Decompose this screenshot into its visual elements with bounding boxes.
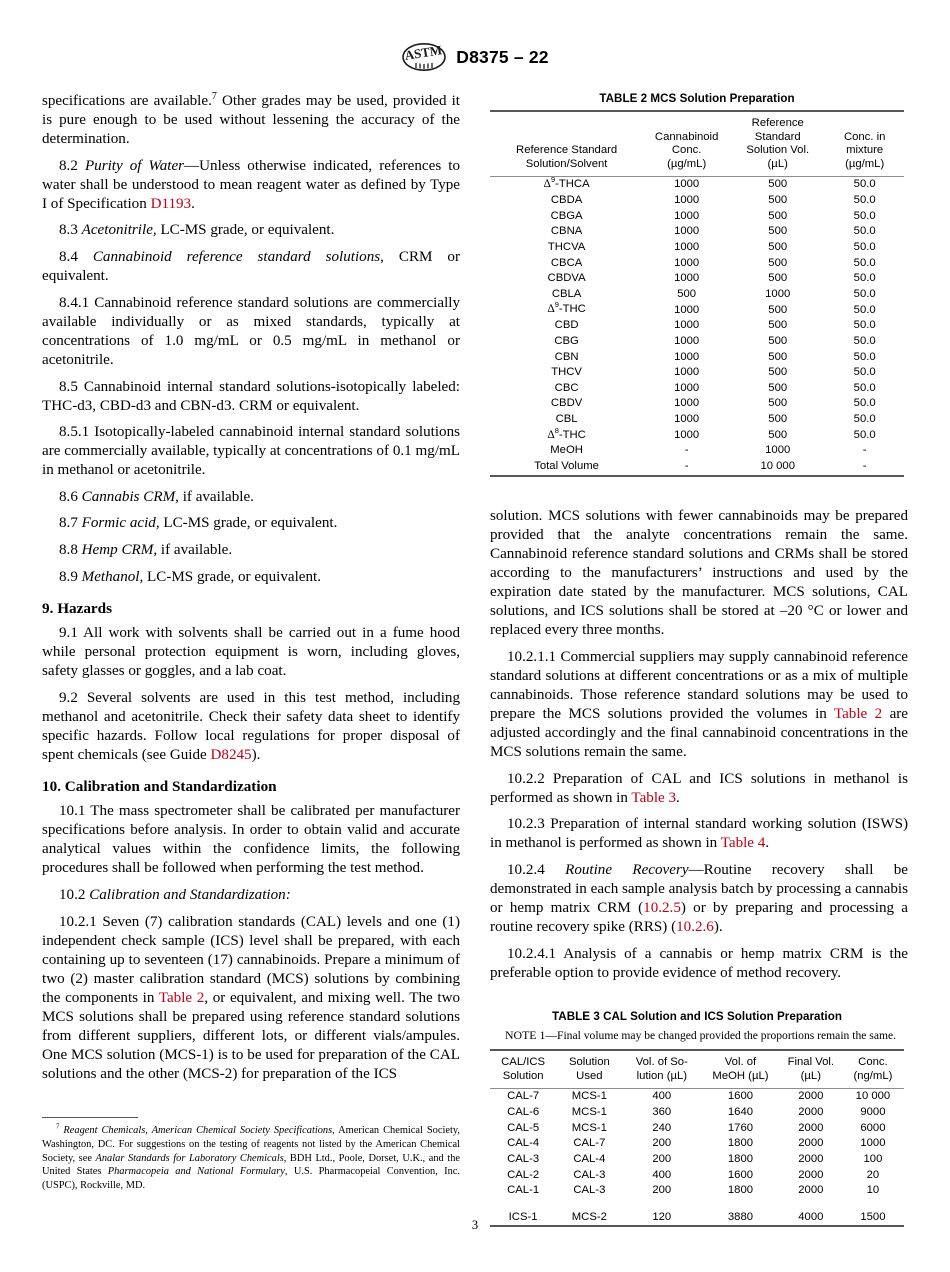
- cell-conc-in-mixture: -: [862, 444, 867, 457]
- cell-conc: 1000: [860, 1137, 886, 1150]
- cell-cal-ics-solution: CAL-4: [507, 1137, 540, 1150]
- cell-conc-in-mixture: 50.0: [853, 428, 876, 441]
- table-row: [490, 381, 904, 397]
- right-column: [490, 92, 908, 1227]
- cell-solution-used: CAL-4: [573, 1152, 606, 1165]
- paragraph-10-2: 10.2 Calibration and Standardization:: [59, 887, 291, 904]
- cell-conc-in-mixture: 50.0: [853, 381, 876, 394]
- table-3-col-header-final-vol: Final Vol. (µL): [787, 1056, 835, 1082]
- cell-reference-standard: $\Delta^9$-THCA: [543, 175, 590, 191]
- cell-reference-standard: CBG: [554, 334, 579, 347]
- cell-cannabinoid-conc: 500: [677, 287, 697, 300]
- table-row: [490, 1167, 904, 1183]
- cell-reference-standard: CBL: [555, 413, 578, 425]
- cell-solution-volume: 10 000: [760, 460, 795, 473]
- cell-conc-in-mixture: 50.0: [853, 209, 876, 222]
- table-row: [490, 396, 904, 412]
- table-3-note-label: NOTE 1: [505, 1027, 546, 1042]
- page-header: [0, 40, 950, 74]
- cell-solution-used: CAL-7: [573, 1137, 606, 1150]
- cell-solution-used: MCS-2: [571, 1210, 607, 1223]
- cell-final-vol: 2000: [798, 1090, 824, 1103]
- paragraph-9-2: 9.2 Several solvents are used in this test method, including methanol and acetonitrile. Check their safety data sheet to identify specific hazards. Follow local regulations for proper disposal of spent chemicals (see Guide D8245).: [42, 689, 460, 763]
- table-row-spacer: [490, 1199, 904, 1210]
- cell-cannabinoid-conc: 1000: [674, 303, 700, 316]
- section-heading-9-hazards: 9. Hazards: [42, 599, 113, 617]
- paragraph-8-3: 8.3 Acetonitrile, LC-MS grade, or equivalent.: [59, 222, 335, 239]
- table-2-col-header-conc-in-mixture: Conc. in mixture (µg/mL): [843, 130, 886, 170]
- cell-cannabinoid-conc: 1000: [674, 381, 700, 394]
- cell-solution-used: CAL-3: [573, 1168, 606, 1181]
- table-3-note-text: —Final volume may be changed provided the proportions remain the same.: [545, 1028, 897, 1042]
- cell-solution-volume: 500: [768, 413, 788, 425]
- cell-solution-volume: 500: [768, 350, 788, 363]
- table-3-col-header-vol-of-solution: Vol. of So- lution (µL): [635, 1056, 688, 1082]
- table-2-header-row: [490, 112, 904, 177]
- cell-final-vol: 2000: [798, 1121, 824, 1134]
- cell-conc-in-mixture: 50.0: [853, 287, 876, 300]
- cell-reference-standard: CBC: [554, 381, 579, 394]
- paragraph-8-8: 8.8 Hemp CRM, if available.: [59, 542, 233, 559]
- table-row: [490, 193, 904, 209]
- cell-vol-of-solution: 400: [652, 1168, 672, 1181]
- cell-cal-ics-solution: CAL-7: [507, 1090, 540, 1103]
- table-row: [490, 271, 904, 287]
- cell-conc-in-mixture: 50.0: [853, 225, 876, 238]
- table-row: [490, 240, 904, 256]
- table-row: [490, 1089, 904, 1105]
- cell-solution-volume: 500: [768, 319, 788, 332]
- paragraph-10-2-1: 10.2.1 Seven (7) calibration standards (CAL) levels and one (1) independent check sample (ICS) level shall be prepared, with each containing up to seventeen (17) cannabinoids. Prepare a minimum of two (2) master calibration standard (MCS) solutions by combining the components in Table 2, or equivalent, and mixing well. The two MCS solutions shall be prepared using reference standard solutions from different suppliers, different lots, or different vials/ampules. One MCS solution (MCS-1) is to be used for preparation of the CAL solutions and the other (MCS-2) for preparation of the ICS: [42, 913, 461, 1083]
- cell-cannabinoid-conc: 1000: [674, 428, 700, 441]
- cell-cannabinoid-conc: 1000: [674, 413, 700, 425]
- cell-cal-ics-solution: CAL-1: [507, 1184, 540, 1197]
- cell-vol-of-meoh: 1760: [727, 1121, 754, 1134]
- cell-reference-standard: CBNA: [550, 225, 583, 238]
- cell-reference-standard: CBDVA: [547, 272, 586, 285]
- cell-reference-standard: THCVA: [547, 241, 586, 254]
- cell-final-vol: 2000: [798, 1137, 824, 1150]
- cell-vol-of-solution: 400: [652, 1090, 672, 1103]
- cell-reference-standard: CBD: [554, 319, 579, 332]
- table-row: [490, 334, 904, 350]
- cell-reference-standard: CBGA: [550, 209, 583, 222]
- table-row: [490, 349, 904, 365]
- spacer-cell: [490, 1199, 904, 1210]
- cell-conc-in-mixture: 50.0: [853, 350, 876, 363]
- cell-conc-in-mixture: 50.0: [853, 178, 876, 191]
- cell-final-vol: 2000: [798, 1168, 824, 1181]
- table-3-col-header-vol-of-meoh: Vol. of MeOH (µL): [712, 1056, 769, 1082]
- cell-solution-used: CAL-3: [573, 1184, 606, 1197]
- paragraph-8-2: 8.2 Purity of Water—Unless otherwise indicated, references to water shall be understood to mean reagent water as defined by Type I of Specification D1193.: [42, 157, 461, 212]
- cell-solution-volume: 500: [768, 194, 788, 207]
- cell-cannabinoid-conc: -: [684, 460, 689, 473]
- cell-vol-of-solution: 120: [652, 1210, 672, 1223]
- table-3-caption: TABLE 3 CAL Solution and ICS Solution Preparation: [552, 1009, 842, 1023]
- cell-cannabinoid-conc: 1000: [674, 334, 700, 347]
- cell-vol-of-solution: 240: [652, 1121, 672, 1134]
- cell-vol-of-meoh: 1800: [727, 1137, 754, 1150]
- cell-conc: 100: [863, 1152, 883, 1165]
- table-row: [490, 459, 904, 476]
- cell-solution-volume: 500: [768, 397, 788, 410]
- cell-final-vol: 4000: [798, 1210, 824, 1223]
- cell-reference-standard: $\Delta^8$-THC: [547, 425, 586, 441]
- cell-reference-standard: CBDV: [550, 397, 583, 410]
- cell-solution-volume: 500: [768, 225, 788, 238]
- footnote-block: [42, 1117, 460, 1193]
- cell-conc-in-mixture: 50.0: [853, 319, 876, 332]
- cell-conc: 1500: [860, 1210, 886, 1223]
- cell-solution-volume: 500: [768, 366, 788, 379]
- table-3-body: [490, 1089, 904, 1226]
- cell-solution-volume: 500: [768, 178, 788, 191]
- table-2-col-header-solution-volume: Reference Standard Solution Vol. (µL): [746, 117, 810, 170]
- cell-solution-used: MCS-1: [571, 1106, 607, 1119]
- cell-reference-standard: MeOH: [550, 444, 583, 457]
- cell-reference-standard: CBDA: [550, 194, 583, 207]
- paragraph-8-5-1: 8.5.1 Isotopically-labeled cannabinoid internal standard solutions are commercially available, typically at concentrations of 0.1 mg/mL in methanol or acetonitrile.: [42, 424, 460, 479]
- cell-cannabinoid-conc: -: [684, 444, 689, 457]
- cell-solution-volume: 500: [768, 209, 788, 222]
- cell-cannabinoid-conc: 1000: [674, 272, 700, 285]
- table-row: [490, 224, 904, 240]
- cell-conc-in-mixture: 50.0: [853, 272, 876, 285]
- cell-vol-of-solution: 200: [652, 1184, 672, 1197]
- table-row: [490, 177, 904, 193]
- cell-vol-of-meoh: 1600: [727, 1090, 754, 1103]
- paragraph-10-2-1-continued: solution. MCS solutions with fewer cannabinoids may be prepared provided that the analyte concentrations remain the same. Cannabinoid reference standard solutions and CRMs shall be stored according to the manufacturers’ instructions and used by the expiration date stated by the manufacturer. MCS solutions, CAL solutions, and ICS solutions shall be stored at –20 °C or lower and replaced every three months.: [490, 507, 908, 639]
- cell-conc-in-mixture: 50.0: [853, 241, 876, 254]
- table-row: [490, 1136, 904, 1152]
- cell-final-vol: 2000: [798, 1106, 824, 1119]
- cell-cal-ics-solution: CAL-5: [507, 1121, 540, 1134]
- paragraph-8-7: 8.7 Formic acid, LC-MS grade, or equivalent.: [59, 515, 338, 532]
- paragraph-8-1-continued: specifications are available.$^7$ Other grades may be used, provided it is pure enough to be used without lessening the accuracy of the determination.: [42, 90, 461, 148]
- table-row: [490, 302, 904, 318]
- table-2: [490, 110, 904, 477]
- table-row: [490, 1152, 904, 1168]
- cell-cannabinoid-conc: 1000: [674, 241, 700, 254]
- table-2-col-header-reference-standard: Reference Standard Solution/Solvent: [516, 144, 618, 170]
- spacer-2: [490, 983, 908, 1010]
- svg-text:ASTM: ASTM: [403, 42, 444, 63]
- spacer: [490, 477, 908, 507]
- cell-cannabinoid-conc: 1000: [674, 225, 700, 238]
- cell-reference-standard: CBN: [554, 350, 579, 363]
- cell-cannabinoid-conc: 1000: [674, 350, 700, 363]
- table-row: [490, 1121, 904, 1137]
- table-3-col-header-cal-ics-solution: CAL/ICS Solution: [501, 1056, 546, 1082]
- cell-conc: 6000: [860, 1121, 886, 1134]
- paragraph-10-2-3: 10.2.3 Preparation of internal standard working solution (ISWS) in methanol is performed as shown in Table 4.: [490, 816, 908, 852]
- left-column: [42, 90, 461, 1192]
- cell-solution-volume: 500: [768, 428, 788, 441]
- cell-conc: 9000: [860, 1106, 886, 1119]
- section-heading-10-calibration: 10. Calibration and Standardization: [42, 778, 277, 795]
- cell-cannabinoid-conc: 1000: [674, 319, 700, 332]
- cell-vol-of-meoh: 1640: [727, 1106, 754, 1119]
- cell-conc-in-mixture: 50.0: [853, 366, 876, 379]
- cell-reference-standard: CBLA: [551, 287, 582, 300]
- cell-cal-ics-solution: CAL-3: [507, 1152, 540, 1165]
- cell-cal-ics-solution: ICS-1: [508, 1210, 538, 1223]
- cell-cannabinoid-conc: 1000: [674, 209, 700, 222]
- cell-vol-of-solution: 200: [652, 1137, 672, 1150]
- table-3-header-row: [490, 1051, 904, 1089]
- cell-conc: 10: [866, 1184, 880, 1197]
- paragraph-8-5: 8.5 Cannabinoid internal standard solutions-isotopically labeled: THC-d3, CBD-d3 and CBN-d3. CRM or equivalent.: [42, 378, 460, 414]
- cell-vol-of-meoh: 3880: [727, 1210, 754, 1223]
- footnote-7: $^7$ Reagent Chemicals, American Chemical Society Specifications, American Chemical Society, Washington, DC. For suggestions on the testing of reagents not listed by the American Chemical Society, see Analar Standards for Laboratory Chemicals, BDH Ltd., Poole, Dorset, U.K., and the United States Pharmacopeia and National Formulary, U.S. Pharmacopeial Convention, Inc. (USPC), Rockville, MD.: [42, 1123, 461, 1192]
- page-body: [42, 92, 908, 1227]
- table-row: [490, 318, 904, 334]
- cell-solution-volume: 500: [768, 256, 788, 269]
- cell-final-vol: 2000: [798, 1152, 824, 1165]
- table-2-caption: TABLE 2 MCS Solution Preparation: [599, 92, 795, 105]
- cell-conc-in-mixture: 50.0: [853, 334, 876, 347]
- paragraph-10-2-1-1: 10.2.1.1 Commercial suppliers may supply cannabinoid reference standard solutions at different concentrations or as a mix of multiple cannabinoids. Those reference standard solutions may be used to prepare the MCS solutions provided the volumes in Table 2 are adjusted accordingly and the final cannabinoid concentrations in the MCS solutions remain the same.: [490, 648, 909, 760]
- cell-vol-of-meoh: 1600: [727, 1168, 754, 1181]
- table-3: [490, 1049, 904, 1227]
- table-row: [490, 443, 904, 459]
- paragraph-8-9: 8.9 Methanol, LC-MS grade, or equivalent.: [59, 568, 321, 585]
- table-3-block: [490, 1010, 904, 1227]
- cell-solution-volume: 500: [768, 241, 788, 254]
- paragraph-8-6: 8.6 Cannabis CRM, if available.: [59, 488, 254, 505]
- paragraph-8-4-1: 8.4.1 Cannabinoid reference standard solutions are commercially available individually or as mixed standards, typically at concentrations of 1.0 mg/mL or 0.5 mg/mL in methanol or acetonitrile.: [42, 294, 460, 368]
- cell-solution-volume: 1000: [765, 444, 791, 457]
- cell-conc-in-mixture: 50.0: [853, 413, 876, 425]
- table-row: [490, 412, 904, 428]
- cell-conc-in-mixture: 50.0: [853, 256, 876, 269]
- cell-reference-standard: Total Volume: [534, 460, 599, 473]
- table-2-col-header-cannabinoid-conc: Cannabinoid Conc. (µg/mL): [654, 130, 719, 170]
- cell-solution-volume: 500: [768, 272, 788, 285]
- table-2-block: [490, 92, 904, 477]
- cell-conc: 20: [866, 1168, 880, 1181]
- table-3-note: [490, 1028, 904, 1043]
- cell-solution-volume: 500: [768, 334, 788, 347]
- cell-conc-in-mixture: 50.0: [853, 303, 876, 316]
- table-row: [490, 287, 904, 303]
- table-2-body: [490, 177, 904, 475]
- cell-solution-volume: 500: [768, 303, 788, 316]
- page-number: 3: [471, 1218, 479, 1232]
- cell-reference-standard: THCV: [551, 366, 582, 379]
- table-row: [490, 1183, 904, 1199]
- cell-vol-of-meoh: 1800: [727, 1184, 754, 1197]
- table-row: [490, 427, 904, 443]
- paragraph-10-1: 10.1 The mass spectrometer shall be calibrated per manufacturer specifications before analysis. In order to obtain valid and accurate analytical values within the confidence limits, the following procedures shall be followed when performing the test method.: [42, 803, 460, 877]
- cell-reference-standard: CBCA: [550, 256, 583, 269]
- cell-solution-used: MCS-1: [571, 1121, 607, 1134]
- cell-conc: 10 000: [855, 1090, 891, 1103]
- cell-conc-in-mixture: -: [862, 460, 867, 473]
- standard-designation: D8375 – 22: [456, 46, 549, 67]
- cell-cannabinoid-conc: 1000: [674, 256, 700, 269]
- cell-solution-used: MCS-1: [571, 1090, 607, 1103]
- paragraph-10-2-2: 10.2.2 Preparation of CAL and ICS solutions in methanol is performed as shown in Table 3.: [490, 770, 908, 806]
- paragraph-10-2-4: 10.2.4 Routine Recovery—Routine recovery shall be demonstrated in each sample analysis batch by processing a cannabis or hemp matrix CRM (10.2.5) or by preparing and processing a routine recovery spike (RRS) (10.2.6).: [490, 861, 909, 936]
- cell-solution-volume: 1000: [765, 287, 791, 300]
- cell-final-vol: 2000: [798, 1184, 824, 1197]
- cell-vol-of-solution: 360: [652, 1106, 672, 1119]
- cell-conc-in-mixture: 50.0: [853, 397, 876, 410]
- paragraph-9-1: 9.1 All work with solvents shall be carried out in a fume hood while personal protection equipment is worn, including gloves, safety glasses or goggles, and a lab coat.: [42, 624, 460, 680]
- paragraph-10-2-4-1: 10.2.4.1 Analysis of a cannabis or hemp matrix CRM is the preferable option to provide evidence of method recovery.: [490, 945, 908, 981]
- cell-cal-ics-solution: CAL-6: [507, 1106, 540, 1119]
- table-3-col-header-solution-used: Solution Used: [568, 1056, 610, 1082]
- table-row: [490, 209, 904, 225]
- cell-cannabinoid-conc: 1000: [674, 397, 700, 410]
- cell-reference-standard: $\Delta^9$-THC: [547, 300, 586, 316]
- cell-cal-ics-solution: CAL-2: [507, 1168, 540, 1181]
- cell-vol-of-solution: 200: [652, 1152, 672, 1165]
- table-row: [490, 365, 904, 381]
- cell-cannabinoid-conc: 1000: [674, 366, 700, 379]
- cell-cannabinoid-conc: 1000: [674, 194, 700, 207]
- cell-solution-volume: 500: [768, 381, 788, 394]
- table-row: [490, 256, 904, 272]
- astm-logo-icon: [401, 42, 447, 72]
- table-row: [490, 1105, 904, 1121]
- cell-conc-in-mixture: 50.0: [853, 194, 876, 207]
- left-column-flow: [42, 92, 460, 1084]
- footnote-divider: [42, 1117, 138, 1118]
- cell-cannabinoid-conc: 1000: [674, 178, 700, 191]
- cell-vol-of-meoh: 1800: [727, 1152, 754, 1165]
- paragraph-8-4: 8.4 Cannabinoid reference standard solutions, CRM or equivalent.: [42, 249, 460, 285]
- table-3-col-header-conc: Conc. (ng/mL): [853, 1056, 893, 1082]
